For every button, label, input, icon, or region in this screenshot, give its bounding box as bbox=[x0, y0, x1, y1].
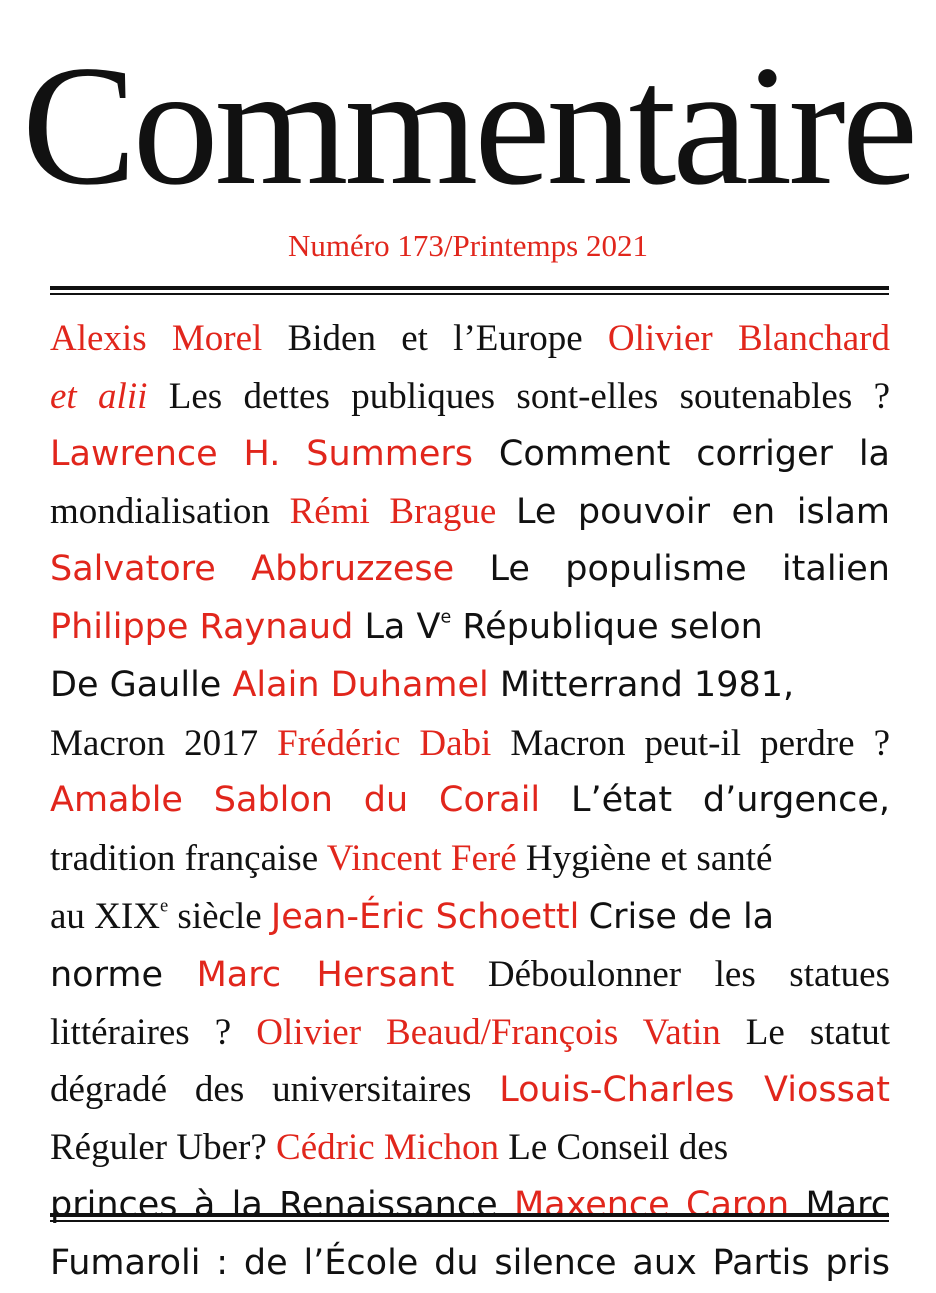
toc-line bbox=[50, 426, 890, 484]
toc-line bbox=[50, 541, 890, 599]
toc-line bbox=[50, 1061, 890, 1119]
toc-title: La V bbox=[364, 606, 441, 647]
toc-author: Olivier Blanchard bbox=[607, 318, 891, 359]
toc-title: Réguler Uber? bbox=[50, 1127, 267, 1169]
toc-author: Maxence Caron bbox=[513, 1184, 790, 1225]
toc-author: Louis-Charles Viossat bbox=[499, 1070, 890, 1111]
toc-title: XIX bbox=[94, 895, 160, 937]
toc-author: Frédéric Dabi bbox=[277, 722, 492, 764]
superscript: e bbox=[159, 896, 169, 917]
toc-line bbox=[50, 483, 890, 541]
bottom-divider bbox=[50, 1213, 889, 1222]
toc-author: Salvatore Abbruzzese bbox=[50, 549, 455, 590]
toc-title: Crise de la bbox=[588, 896, 775, 937]
toc-author: Alain Duhamel bbox=[232, 664, 489, 705]
toc-author: Vincent Feré bbox=[326, 838, 517, 880]
toc-title: Biden et l’Europe bbox=[287, 318, 583, 359]
toc-title: République selon bbox=[462, 606, 763, 647]
toc-title: Hygiène et santé bbox=[525, 838, 773, 880]
toc-title: Le populisme italien bbox=[489, 549, 890, 590]
toc-author: et alii bbox=[50, 375, 148, 417]
toc-line bbox=[50, 310, 890, 368]
toc-author: Lawrence H. Summers bbox=[50, 433, 474, 474]
toc-author: Amable Sablon du Corail bbox=[50, 780, 541, 821]
toc-author: Olivier Beaud/François Vatin bbox=[256, 1011, 721, 1053]
table-of-contents bbox=[50, 310, 890, 1293]
toc-title: Macron peut-il perdre ? bbox=[510, 722, 890, 764]
toc-title: Mitterrand 1981, bbox=[499, 664, 795, 705]
masthead-title: Commentaire bbox=[21, 31, 915, 221]
toc-title: siècle bbox=[177, 895, 262, 937]
toc-author: Jean-Éric Schoettl bbox=[270, 896, 580, 937]
toc-title: dégradé des universitaires bbox=[50, 1069, 472, 1111]
toc-title: Déboulonner les statues bbox=[487, 953, 890, 995]
toc-author: Cédric Michon bbox=[276, 1127, 499, 1169]
toc-line bbox=[50, 368, 890, 426]
toc-title: Marc bbox=[805, 1184, 890, 1225]
toc-title: norme bbox=[50, 954, 163, 995]
toc-title: princes à la Renaissance bbox=[50, 1184, 498, 1225]
toc-title: Macron 2017 bbox=[50, 722, 259, 764]
issue-number: Numéro 173/Printemps 2021 bbox=[288, 228, 648, 263]
toc-title: au bbox=[50, 895, 85, 937]
toc-line bbox=[50, 1177, 890, 1235]
toc-title: littéraires ? bbox=[50, 1011, 232, 1053]
toc-line bbox=[50, 715, 890, 773]
toc-line bbox=[50, 1004, 890, 1062]
toc-title: De Gaulle bbox=[50, 664, 222, 705]
top-divider bbox=[50, 286, 889, 295]
toc-author: Alexis Morel bbox=[50, 318, 263, 359]
superscript: e bbox=[440, 607, 452, 628]
toc-title: Le statut bbox=[745, 1011, 891, 1053]
toc-author: Rémi Brague bbox=[289, 491, 497, 533]
toc-line bbox=[50, 830, 890, 888]
toc-line bbox=[50, 1119, 890, 1177]
toc-line bbox=[50, 946, 890, 1004]
toc-line bbox=[50, 657, 890, 715]
toc-author: Marc Hersant bbox=[196, 954, 455, 995]
toc-title: Le Conseil des bbox=[508, 1127, 729, 1169]
toc-line bbox=[50, 888, 890, 946]
toc-title: Le pouvoir en islam bbox=[515, 492, 891, 533]
toc-title: mondialisation bbox=[50, 491, 270, 533]
toc-title: L’état d’urgence, bbox=[570, 780, 890, 821]
toc-line bbox=[50, 772, 890, 830]
toc-author: Philippe Raynaud bbox=[50, 606, 354, 647]
toc-title: Fumaroli : de l’École du silence aux Partis pris bbox=[50, 1242, 890, 1283]
toc-title: tradition française bbox=[50, 838, 319, 880]
toc-title: Les dettes publiques sont-elles soutenables ? bbox=[168, 375, 890, 417]
toc-line bbox=[50, 599, 890, 657]
toc-title: Comment corriger la bbox=[498, 433, 890, 474]
toc-line bbox=[50, 1235, 890, 1293]
